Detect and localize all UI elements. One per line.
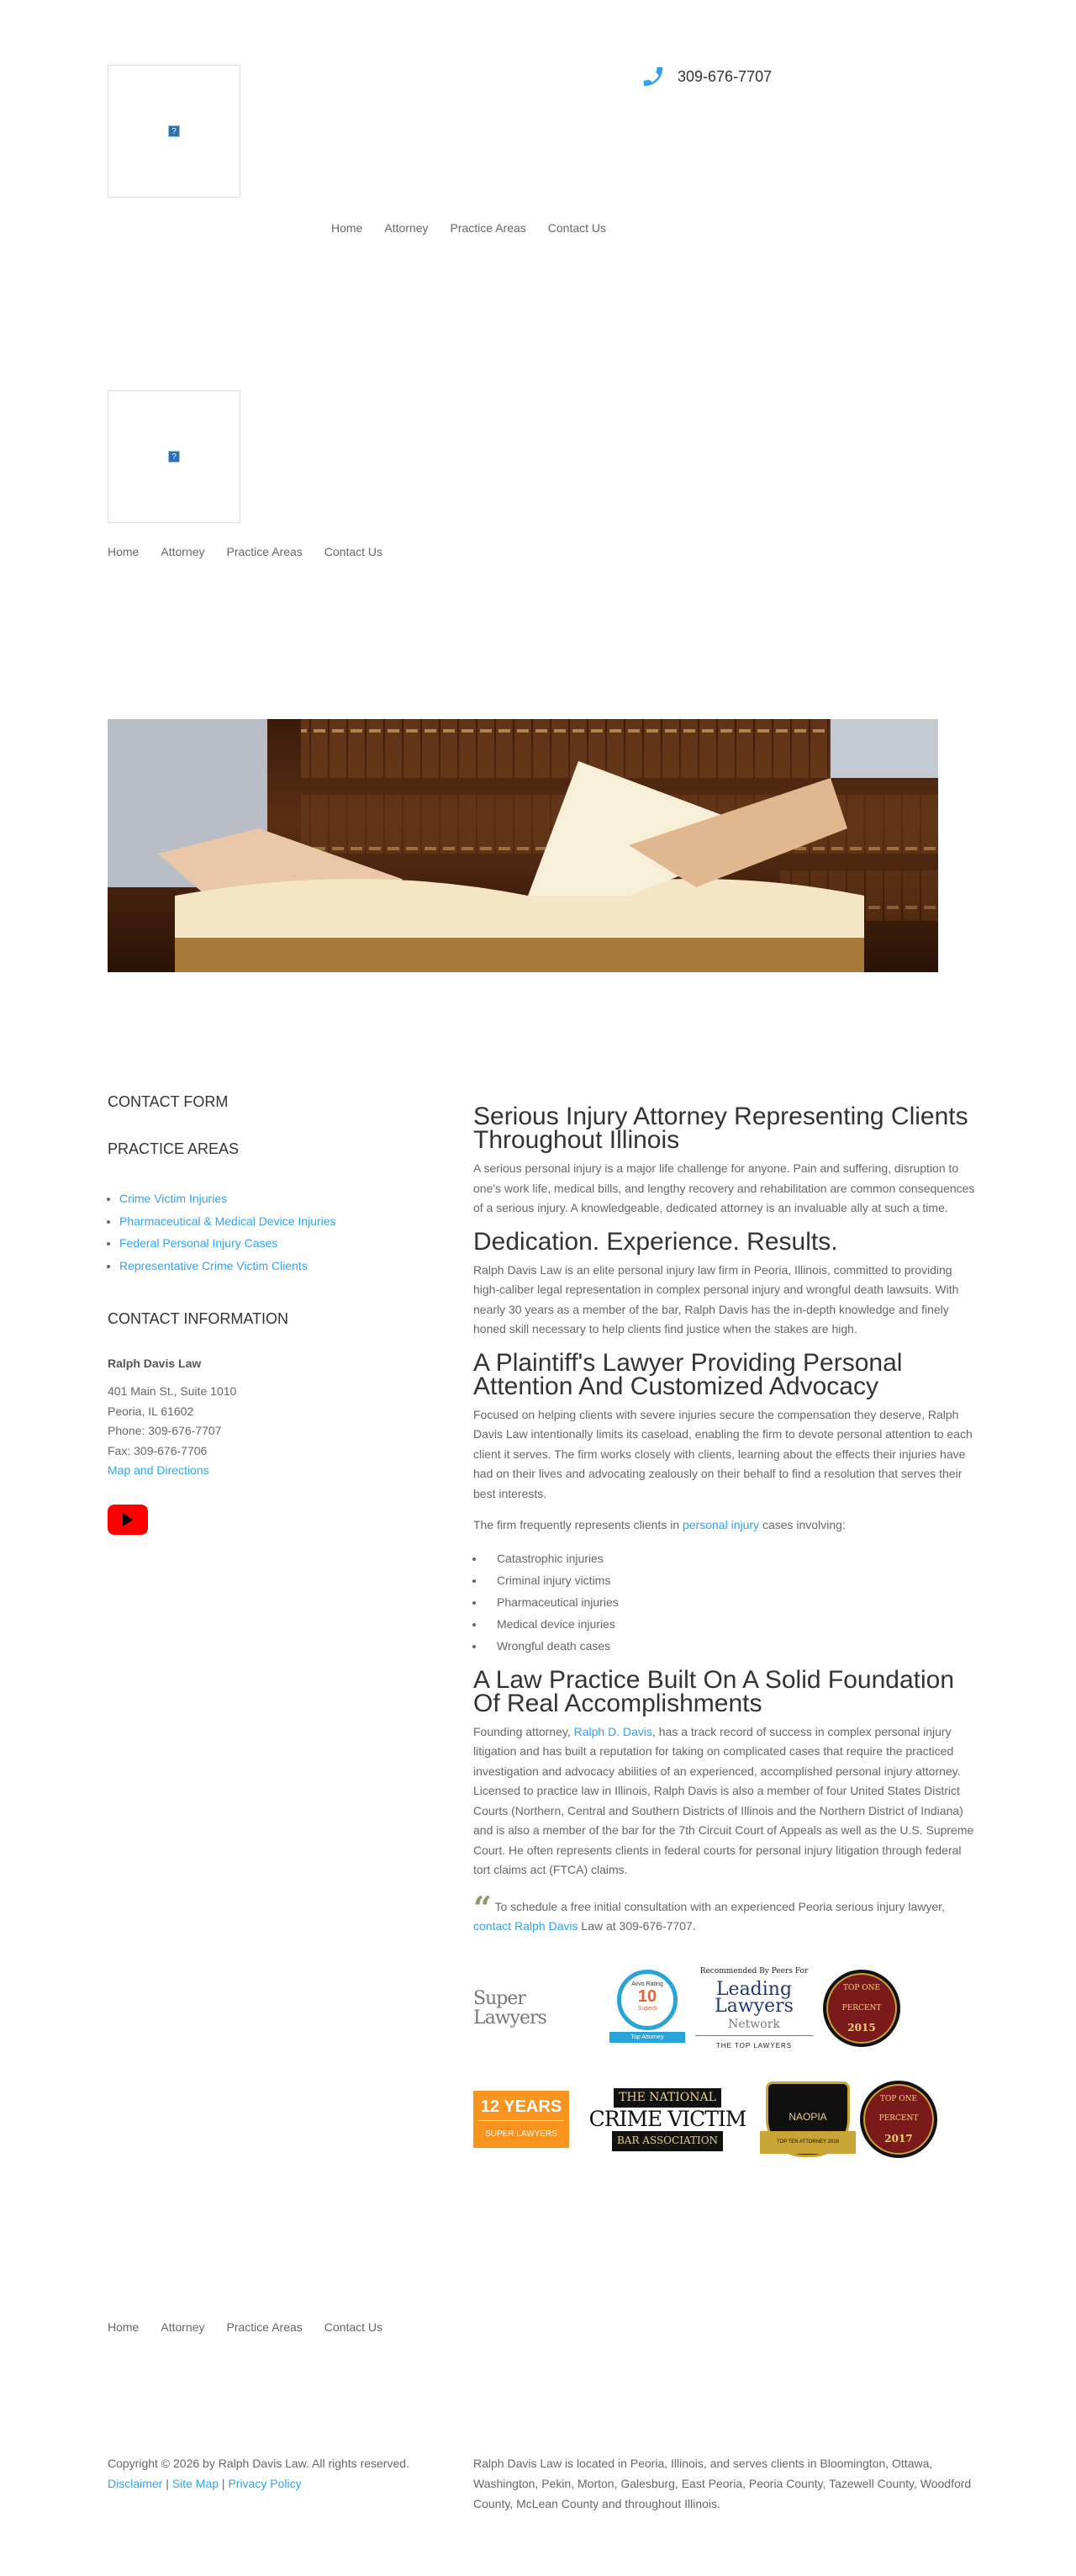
address-line: Peoria, IL 61602	[108, 1404, 194, 1418]
privacy-policy-link[interactable]: Privacy Policy	[228, 2477, 302, 2490]
paragraph: Focused on helping clients with severe injuries secure the compensation they deserve, Ralph Davis Law intentionally limits its caseload, enabling the firm to devote personal attention to each client it serves. The firm works closely with clients, learning about the effects their injuries have had on their lives and advocating zealously on their behalf to find a resolution that serves their best interests.	[473, 1407, 973, 1500]
phone-icon	[641, 64, 666, 89]
contact-form-heading[interactable]: CONTACT FORM	[108, 1093, 229, 1110]
practice-areas-list	[108, 1187, 444, 1277]
footer-about: Ralph Davis Law is located in Peoria, Illinois, and serves clients in Bloomington, Ottawa, Washington, Pekin, Morton, Galesburg, East Peoria, Peoria County, Tazewell County, Woodford County, McLean County and throughout Illinois.	[473, 2457, 972, 2510]
list-item: • Criminal injury victims	[485, 1569, 978, 1591]
paragraph: The firm frequently represents clients in personal injury cases involving:	[473, 1518, 846, 1531]
practice-areas-heading: PRACTICE AREAS	[108, 1140, 240, 1157]
top-nav	[331, 221, 606, 235]
hero-book-illustration	[108, 719, 938, 972]
nav-attorney[interactable]: Attorney	[161, 545, 205, 558]
nav-contact-us[interactable]: Contact Us	[324, 545, 383, 558]
nav-attorney[interactable]: Attorney	[384, 221, 429, 235]
separator: |	[221, 2477, 225, 2490]
super-lawyers-badge: Super Lawyers	[473, 1987, 546, 2029]
crime-victim-bar-badge: THE NATIONAL CRIME VICTIM BAR ASSOCIATION	[579, 2088, 756, 2151]
phone-number: 309-676-7707	[678, 67, 773, 85]
avvo-badge: Avvo Rating 10 Superb Top Attorney	[609, 1970, 685, 2047]
leading-lawyers-badge: Recommended By Peers For Leading Lawyers Network THE TOP LAWYERS	[695, 1962, 813, 2056]
map-directions-link[interactable]: Map and Directions	[108, 1463, 209, 1477]
firm-name: Ralph Davis Law	[108, 1357, 202, 1370]
list-item: • Medical device injuries	[485, 1613, 978, 1635]
section-heading: A Plaintiff's Lawyer Providing Personal Attention And Customized Advocacy	[473, 1348, 903, 1400]
address-line: 401 Main St., Suite 1010	[108, 1384, 237, 1398]
logo-secondary[interactable]	[108, 390, 240, 523]
main-content	[473, 1093, 978, 2158]
naopia-badge: NAOPIA TOP TEN ATTORNEY 2018	[766, 2081, 850, 2157]
nav-home[interactable]: Home	[331, 221, 363, 235]
blockquote: “ To schedule a free initial consultation with an experienced Peoria serious injury lawyer, contact Ralph Davis Law at 309-676-7707.	[473, 1888, 945, 1933]
page-title: Serious Injury Attorney Representing Clients Throughout Illinois	[473, 1103, 968, 1154]
practice-link[interactable]: Federal Personal Injury Cases	[119, 1236, 278, 1250]
personal-injury-link[interactable]: personal injury	[683, 1518, 760, 1531]
footer-left	[108, 2453, 444, 2494]
nav-practice-areas[interactable]: Practice Areas	[226, 545, 303, 558]
practice-link[interactable]: Crime Victim Injuries	[119, 1192, 228, 1205]
site-map-link[interactable]: Site Map	[171, 2477, 219, 2490]
nav-home[interactable]: Home	[108, 545, 140, 558]
contact-info-heading: CONTACT INFORMATION	[108, 1310, 288, 1327]
list-item: • Wrongful death cases	[485, 1635, 978, 1657]
hero-image	[108, 719, 938, 972]
section-heading: Dedication. Experience. Results.	[473, 1227, 838, 1256]
fax-line: Fax: 309-676-7706	[108, 1443, 208, 1457]
awards-row-1	[473, 1962, 978, 2056]
list-item: • Catastrophic injuries	[485, 1547, 978, 1569]
nav-attorney[interactable]: Attorney	[161, 2320, 205, 2334]
quote-icon: “	[473, 1888, 492, 1927]
avvo-superb-label: Superb	[637, 2006, 657, 2013]
copyright: Copyright © 2026 by Ralph Davis Law. All rights reserved.	[108, 2457, 409, 2470]
practice-link[interactable]: Pharmaceutical & Medical Device Injuries	[119, 1214, 336, 1228]
attorney-link[interactable]: Ralph D. Davis	[573, 1724, 652, 1738]
sidebar	[108, 1093, 444, 1535]
youtube-icon[interactable]	[108, 1505, 148, 1535]
broken-image-icon: ?	[168, 451, 180, 463]
paragraph: Founding attorney, Ralph D. Davis, has a track record of success in complex personal injury litigation and has built a reputation for taking on complicated cases that require the practiced investigation and advocacy abilities of an experienced, accomplished personal injury attorney. Licensed to practice law in Illinois, Ralph Davis is also a member of four United States District Courts (Northern, Central and Southern Districts of Illinois and the Northern District of Indiana) and is also a member of the bar for the 7th Circuit Court of Appeals as well as the U.S. Supreme Court. He often represents clients in federal courts for personal injury litigation through federal tort claims act (FTCA) claims.	[473, 1724, 974, 1876]
disclaimer-link[interactable]: Disclaimer	[108, 2477, 163, 2490]
list-item: • Pharmaceutical injuries	[485, 1591, 978, 1613]
phone-line: Phone: 309-676-7707	[108, 1424, 222, 1437]
super-lawyers-12-years-badge: 12 YEARS SUPER LAWYERS	[473, 2091, 569, 2148]
awards-row-2	[473, 2081, 978, 2158]
nav-practice-areas[interactable]: Practice Areas	[226, 2320, 303, 2334]
nav-home[interactable]: Home	[108, 2320, 140, 2334]
nav-practice-areas[interactable]: Practice Areas	[450, 221, 526, 235]
separator: |	[166, 2477, 169, 2490]
nav-contact-us[interactable]: Contact Us	[547, 221, 607, 235]
footer-nav	[108, 2320, 382, 2334]
nadc-2017-seal: TOP ONE PERCENT 2017	[860, 2081, 937, 2158]
nadc-2015-seal: TOP ONE PERCENT 2015	[823, 1970, 900, 2047]
secondary-nav	[108, 545, 382, 558]
paragraph: Ralph Davis Law is an elite personal injury law firm in Peoria, Illinois, committed to providing high-caliber legal representation in complex personal injury and wrongful death lawsuits. With nearly 30 years as a member of the bar, Ralph Davis has the in-depth knowledge and finely honed skill necessary to help clients find justice when the stakes are high.	[473, 1262, 959, 1336]
logo[interactable]	[108, 65, 240, 198]
header-phone[interactable]	[641, 64, 772, 89]
practice-link[interactable]: Representative Crime Victim Clients	[119, 1258, 308, 1272]
broken-image-icon: ?	[168, 125, 180, 137]
case-types-list	[473, 1547, 978, 1657]
nav-contact-us[interactable]: Contact Us	[324, 2320, 383, 2334]
section-heading: A Law Practice Built On A Solid Foundation Of Real Accomplishments	[473, 1665, 955, 1717]
contact-link[interactable]: contact Ralph Davis	[473, 1919, 578, 1933]
paragraph: A serious personal injury is a major life challenge for anyone. Pain and suffering, disruption to one's work life, medical bills, and lengthy recovery and rehabilitation are common consequences of a serious injury. A knowledgeable, dedicated attorney is an invaluable ally at such a time.	[473, 1161, 975, 1214]
